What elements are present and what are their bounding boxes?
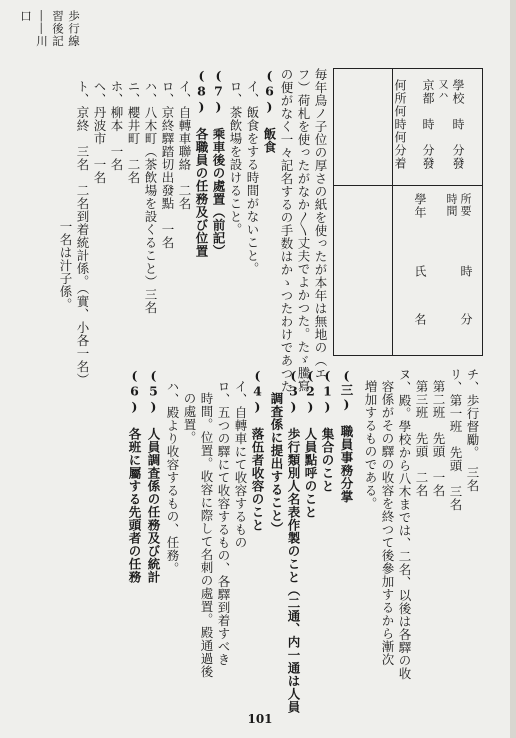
table-cell-school-depart: 學校 時 分發 bbox=[451, 79, 465, 170]
list-item: イ、自轉車にて收容するもの bbox=[233, 380, 248, 549]
list-item: 一名は汁子係。 bbox=[58, 220, 73, 311]
list-item: イ、自轉車聯絡 二名 bbox=[177, 80, 192, 210]
list-item: ハ、殿より收容するもの、任務。 bbox=[165, 380, 180, 575]
section-heading: (三) 職員事務分掌 bbox=[339, 368, 354, 503]
schedule-table bbox=[333, 68, 483, 356]
list-item: 容係がその驛の收容を終つて後參加するから漸次 bbox=[380, 380, 395, 666]
list-item: リ、第一班 先頭 三名 bbox=[448, 368, 463, 511]
table-required-label-1: 所要 bbox=[459, 193, 472, 217]
list-item: ヌ、殿。學校から八木までは、二名、以後は各驛の收 bbox=[397, 368, 412, 680]
text-column: の便がなく一々記名するの手数はかゝつたわけであつた bbox=[279, 68, 294, 393]
section-heading: (6) 各班に屬する先頭者の任務 bbox=[127, 368, 142, 584]
section-heading-cont: 調査係に提出すること） bbox=[269, 392, 284, 535]
section-heading: (1) 集合のこと bbox=[320, 368, 335, 493]
table-grade-label: 學年 bbox=[413, 193, 427, 219]
table-divider-horizontal bbox=[334, 185, 482, 186]
list-item: ロ、五つの驛にて收容するもの、各驛到着すべき bbox=[216, 380, 231, 666]
section-heading: (4) 落伍者收容のこと bbox=[250, 368, 265, 532]
list-item: の處置。 bbox=[182, 392, 197, 444]
table-required-label-2: 時間 bbox=[445, 193, 458, 217]
table-name-label-1: 氏 bbox=[413, 265, 427, 278]
table-minute-label: 分 bbox=[459, 313, 473, 326]
running-head: 歩行線習後記――川口 bbox=[19, 10, 81, 48]
section-heading: (3) 歩行類別人名表作製のこと（二通、内一通は人員 bbox=[286, 368, 301, 714]
list-item: ヘ、丹波市 一名 bbox=[92, 80, 107, 184]
list-item: イ、飯食をする時間がないこと。 bbox=[245, 80, 260, 275]
list-item: ロ、茶飲場を設けること。 bbox=[228, 80, 243, 236]
text-column: フ）荷札を使ったがなか〳〵丈夫でよかつた。たゞ騰寫 bbox=[296, 68, 311, 393]
list-item: ロ、京終驛踏切出發點 一名 bbox=[160, 80, 175, 249]
section-heading: (6) 飯食 bbox=[262, 68, 277, 154]
list-item: ト、京終 三名 二名到着統計係。（實、小各一名） bbox=[75, 80, 90, 386]
table-name-label-2: 名 bbox=[413, 313, 427, 326]
list-item: 第二班 先頭 一名 bbox=[431, 380, 446, 497]
list-item: ハ、八木町（茶飲場を設くること）三名 bbox=[143, 80, 158, 314]
table-note-mark: 又ハ bbox=[436, 79, 447, 101]
section-heading: (7) 乘車後の處置（前記） bbox=[211, 68, 226, 258]
section-heading: (2) 人員點呼のこと bbox=[303, 368, 318, 519]
list-item: ホ、柳本 一名 bbox=[109, 80, 124, 171]
list-item: 第三班 先頭 二名 bbox=[414, 380, 429, 497]
text-column: 毎年鳥ノ子位の厚さの紙を使ったが本年は無地の（エ bbox=[313, 68, 328, 380]
list-item: ニ、櫻井町 二名 bbox=[126, 80, 141, 184]
list-item: チ、歩行督勵。 三名 bbox=[465, 368, 480, 492]
section-heading: (5) 人員調査係の任務及び統計 bbox=[146, 368, 161, 584]
page-gutter bbox=[510, 0, 516, 738]
section-heading: (8) 各職員の任務及び位置 bbox=[194, 68, 209, 258]
table-cell-arrival: 何所何時何分着 bbox=[393, 79, 407, 170]
list-item: 増加するものである。 bbox=[363, 380, 378, 510]
table-cell-kyoto-depart: 京都 時 分發 bbox=[421, 79, 435, 170]
table-hour-label: 時 bbox=[459, 265, 473, 278]
page-number: 101 bbox=[247, 712, 273, 726]
list-item: 時間。位置。收容に際して名刺の處置。殿通過後 bbox=[199, 392, 214, 678]
